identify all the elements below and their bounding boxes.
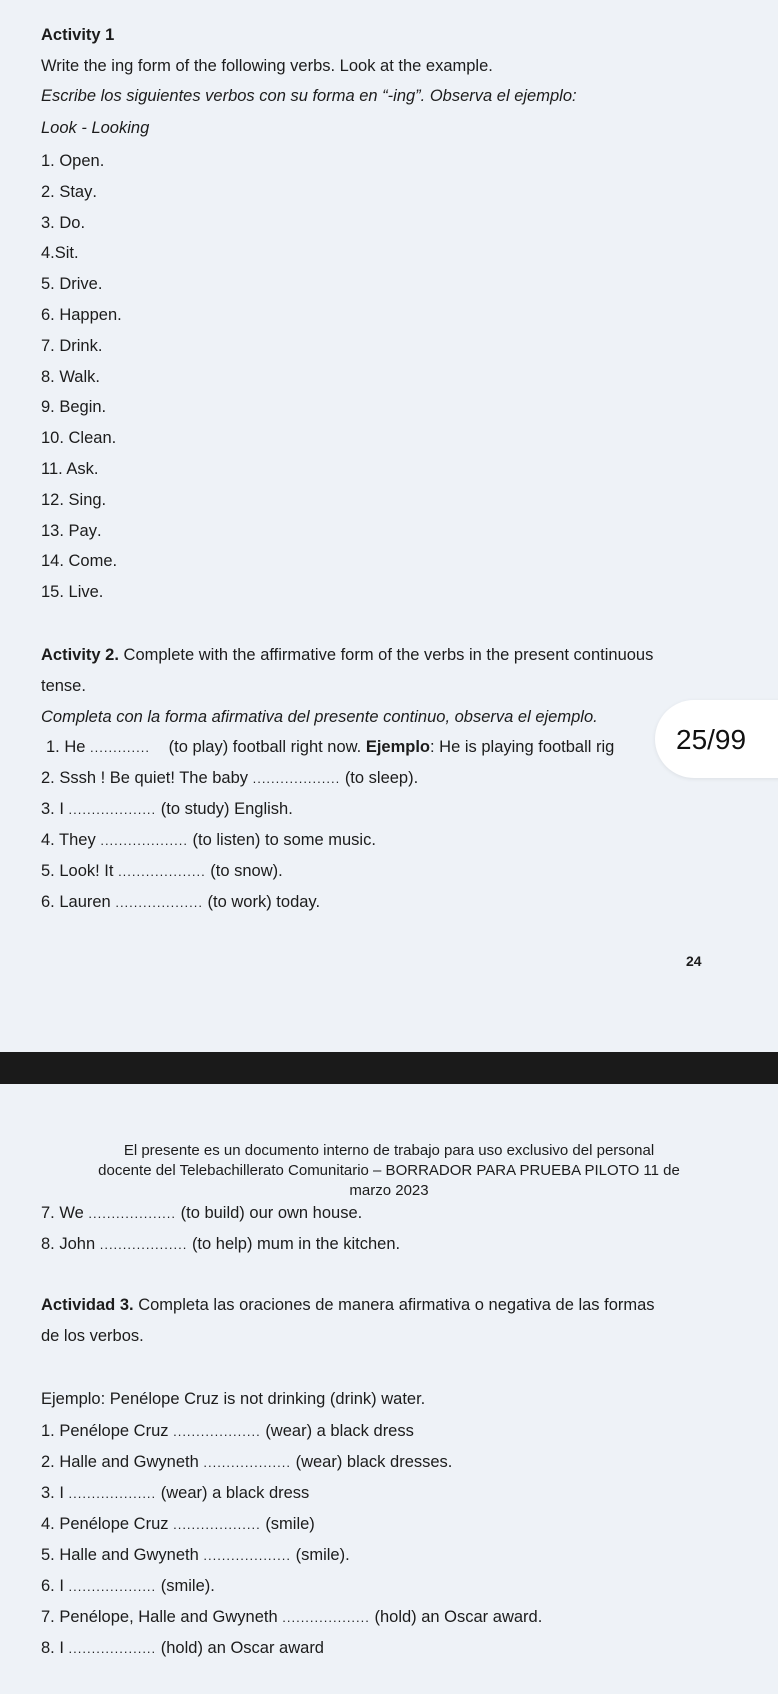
verb-label: 4.Sit: [41, 244, 75, 263]
sentence-prefix: 5. Look! It: [41, 862, 114, 880]
list-item: [41, 520, 102, 541]
sentence-prefix: 5. Halle and Gwyneth: [41, 1546, 199, 1564]
list-item: [41, 458, 99, 479]
activity2-instruction-es: Completa con la forma afirmativa del presente continuo, observa el ejemplo.: [41, 708, 598, 726]
list-item: [41, 396, 106, 417]
answer-blank[interactable]: ...................: [118, 864, 206, 879]
sentence-prefix: 8. John: [41, 1235, 96, 1253]
sentence-suffix: (hold) an Oscar award.: [374, 1608, 543, 1626]
verb-label: 2. Stay: [41, 182, 93, 201]
answer-blank[interactable]: ...................: [282, 1610, 370, 1625]
activity2-instruction-cont: tense.: [41, 677, 86, 695]
sentence-suffix: (smile): [265, 1515, 315, 1533]
sentence-prefix: 4. They: [41, 831, 96, 849]
blank-period: .: [99, 152, 105, 170]
sentence-suffix: (wear) a black dress: [160, 1484, 310, 1502]
sentence-prefix: 3. I: [41, 1484, 64, 1502]
verb-label: 7. Drink: [41, 336, 98, 355]
verb-label: 12. Sing: [41, 490, 102, 509]
activity3-title: Actividad 3.: [41, 1296, 134, 1314]
verb-label: 15. Live: [41, 583, 99, 602]
verb-label: 10. Clean: [41, 429, 112, 448]
sentence-prefix: 7. Penélope, Halle and Gwyneth: [41, 1608, 278, 1626]
footer-line-3: marzo 2023: [349, 1182, 429, 1199]
verb-label: 6. Happen: [41, 306, 118, 324]
blank-period: .: [111, 429, 117, 448]
verb-label: 9. Begin: [41, 398, 102, 417]
sentence-suffix: (to snow).: [210, 862, 283, 880]
blank-period: .: [101, 398, 107, 417]
sentence-suffix: (smile).: [295, 1546, 350, 1564]
list-item: [41, 550, 117, 571]
page-number: 24: [686, 953, 702, 969]
sentence-row: [41, 1421, 414, 1442]
sentence-row: [41, 1638, 324, 1659]
activity1-title: Activity 1: [41, 26, 115, 44]
blank-period: .: [80, 213, 86, 232]
verb-label: 13. Pay: [41, 521, 97, 540]
activity3-instruction: Actividad 3. Completa las oraciones de manera afirmativa o negativa de las formas: [41, 1296, 655, 1314]
sentence-prefix: 2. Sssh ! Be quiet! The baby: [41, 769, 248, 787]
blank-period: .: [97, 336, 103, 355]
sentence-suffix: (wear) a black dress: [265, 1422, 414, 1440]
verb-label: 3. Do: [41, 213, 81, 232]
sentence-row: [41, 1514, 315, 1535]
sentence-row: [41, 1607, 542, 1628]
sentence-row: [41, 830, 376, 851]
list-item: [41, 212, 85, 233]
answer-blank[interactable]: ...................: [99, 1237, 188, 1252]
verb-label: 14. Come: [41, 552, 113, 571]
sentence-row: [41, 1483, 309, 1504]
sentence-prefix: 3. I: [41, 800, 64, 818]
sentence-row: [41, 1576, 215, 1597]
sentence-row: [41, 861, 283, 882]
list-item: [41, 181, 97, 202]
activity1-instruction-en: Write the ing form of the following verbs. Look at the example.: [41, 57, 493, 75]
sentence-row: [41, 1545, 350, 1566]
sentence-prefix: 8. I: [41, 1639, 64, 1657]
sentence-suffix: (hold) an Oscar award: [160, 1639, 324, 1657]
activity1-instruction-es: Escribe los siguientes verbos con su forma en “-ing”. Observa el ejemplo:: [41, 87, 577, 105]
sentence-prefix: 2. Halle and Gwyneth: [41, 1453, 199, 1471]
sentence-prefix: 1. Penélope Cruz: [41, 1422, 169, 1440]
page-counter: 25/99: [676, 724, 747, 755]
blank-period: .: [74, 244, 79, 263]
list-item: [41, 242, 79, 263]
list-item: [41, 304, 122, 325]
activity2-instruction: [41, 645, 653, 665]
answer-blank[interactable]: ...................: [252, 771, 341, 786]
activity1-example: Look - Looking: [41, 119, 150, 137]
answer-blank[interactable]: ...................: [68, 1641, 157, 1656]
footer-line-1: El presente es un documento interno de trabajo para uso exclusivo del personal: [123, 1142, 655, 1159]
answer-blank[interactable]: ...................: [203, 1455, 291, 1470]
verb-label: 11. Ask: [41, 460, 94, 478]
blank-period: .: [98, 583, 104, 602]
sentence-suffix: (wear) black dresses.: [295, 1453, 453, 1471]
list-item: [41, 335, 102, 356]
activity2-title: Activity 2.: [41, 646, 119, 664]
list-item: [41, 581, 103, 602]
sentence-row: [41, 1452, 452, 1473]
sentence-prefix: 4. Penélope Cruz: [41, 1515, 169, 1533]
answer-blank[interactable]: .............: [90, 740, 150, 755]
blank-period: .: [112, 552, 118, 571]
answer-blank[interactable]: ...................: [68, 1579, 157, 1594]
list-item: [41, 366, 100, 387]
activity3-example: Ejemplo: Penélope Cruz is not drinking (drink) water.: [41, 1390, 426, 1408]
answer-blank[interactable]: ...................: [88, 1206, 177, 1221]
sentence-row: [41, 799, 293, 820]
sentence-suffix: (to work) today.: [207, 893, 321, 911]
blank-period: .: [92, 182, 97, 201]
page-divider-bar: [0, 1052, 778, 1084]
activity2-instruction-en: Complete with the affirmative form of the verbs in the present continuous: [123, 646, 654, 664]
answer-blank[interactable]: ...................: [115, 895, 203, 910]
verb-label: 1. Open: [41, 152, 100, 170]
sentence-suffix: (to sleep).: [344, 769, 419, 787]
footer-line-2: docente del Telebachillerato Comunitario – BORRADOR PARA PRUEBA PILOTO 11 de: [98, 1162, 680, 1179]
sentence-row: [41, 768, 418, 789]
sentence-suffix: (smile).: [160, 1577, 215, 1595]
activity2-item-1: 1. He ............. (to play) football right now. Ejemplo: He is playing football rig: [46, 738, 615, 756]
blank-period: .: [96, 521, 102, 540]
blank-period: .: [101, 490, 107, 509]
sentence-suffix: (to build) our own house.: [180, 1204, 363, 1222]
list-item: [41, 273, 102, 294]
answer-blank[interactable]: ...................: [68, 802, 157, 817]
sentence-prefix: 7. We: [41, 1204, 84, 1222]
blank-period: .: [97, 275, 103, 294]
sentence-prefix: 6. Lauren: [41, 893, 111, 911]
activity3-instruction-cont: de los verbos.: [41, 1327, 144, 1345]
sentence-row: [41, 1203, 362, 1224]
answer-blank[interactable]: ...................: [173, 1517, 261, 1532]
blank-period: .: [95, 367, 100, 386]
answer-blank[interactable]: ...................: [68, 1486, 157, 1501]
answer-blank[interactable]: ...................: [203, 1548, 291, 1563]
blank-period: .: [117, 306, 122, 324]
sentence-suffix: (to help) mum in the kitchen.: [191, 1235, 401, 1253]
sentence-row: [41, 1234, 400, 1255]
sentence-suffix: (to listen) to some music.: [192, 831, 376, 849]
sentence-row: [41, 892, 320, 913]
blank-period: .: [93, 460, 99, 478]
answer-blank[interactable]: ...................: [100, 833, 188, 848]
list-item: [41, 427, 116, 448]
sentence-prefix: 6. I: [41, 1577, 64, 1595]
sentence-suffix: (to study) English.: [160, 800, 293, 818]
verb-label: 8. Walk: [41, 367, 96, 386]
list-item: [41, 489, 106, 510]
verb-label: 5. Drive: [41, 275, 98, 294]
answer-blank[interactable]: ...................: [173, 1424, 261, 1439]
list-item: [41, 150, 104, 171]
